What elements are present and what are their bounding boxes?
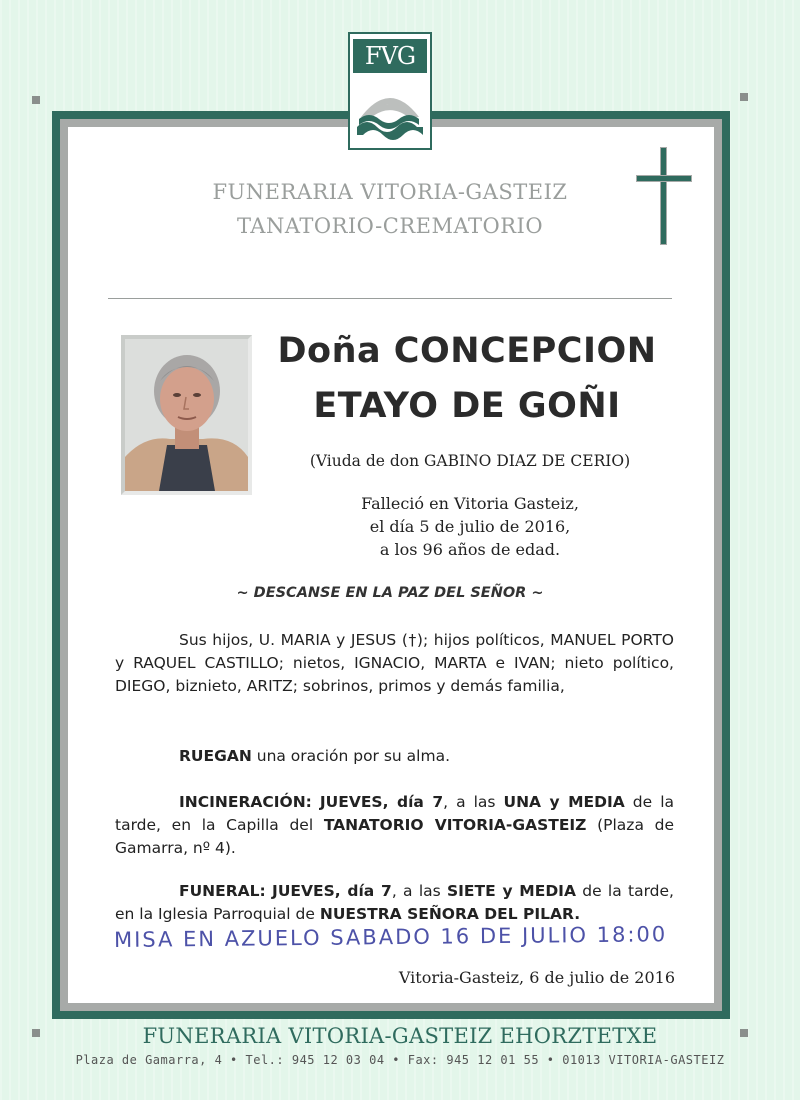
cremation-text: , a las <box>443 793 504 811</box>
funeral-label: FUNERAL: <box>179 882 266 900</box>
frame-grey-border <box>60 119 722 1011</box>
logo-text: FVG <box>353 39 427 73</box>
prayer-text: una oración por su alma. <box>251 747 451 765</box>
death-age: a los 96 años de edad. <box>379 540 561 559</box>
handwritten-mass-note: MISA EN AZUELO SABADO 16 DE JULIO 18:00 <box>113 922 668 952</box>
prayer-paragraph <box>115 745 674 768</box>
frame-content-area <box>68 127 714 1003</box>
header-divider <box>108 298 672 299</box>
family-paragraph <box>115 629 674 698</box>
death-date: el día 5 de julio de 2016, <box>369 517 571 536</box>
cremation-place: TANATORIO VITORIA-GASTEIZ <box>323 816 587 834</box>
funeral-place: NUESTRA SEÑORA DEL PILAR. <box>319 905 581 923</box>
funeral-text: de la tarde, en la Iglesia Parroquial de <box>115 882 674 923</box>
logo-wave-graphic <box>353 77 427 145</box>
corner-mark <box>740 93 748 101</box>
cremation-paragraph <box>115 791 674 860</box>
footer-contact-info: Plaza de Gamarra, 4 • Tel.: 945 12 03 04 • Fax: 945 12 01 55 • 01013 VITORIA-GASTEIZ <box>75 1053 725 1067</box>
rest-in-peace: ~ DESCANSE EN LA PAZ DEL SEÑOR ~ <box>236 585 544 601</box>
deceased-name-line2: ETAYO DE GOÑI <box>313 386 621 426</box>
cremation-text: de la tarde, en la Capilla del <box>115 793 674 834</box>
issue-date-place: Vitoria-Gasteiz, 6 de julio de 2016 <box>398 968 675 987</box>
footer-company-name: FUNERARIA VITORIA-GASTEIZ EHORZTETXE <box>142 1024 658 1048</box>
death-place: Falleció en Vitoria Gasteiz, <box>361 494 579 513</box>
cremation-text: (Plaza de Gamarra, nº 4). <box>115 816 674 857</box>
funeral-time: SIETE y MEDIA <box>447 882 576 900</box>
cremation-label: INCINERACIÓN: <box>179 793 312 811</box>
funeral-home-name: FUNERARIA VITORIA-GASTEIZ <box>212 180 568 204</box>
fvg-logo <box>348 32 432 150</box>
funeral-home-subtitle: TANATORIO-CREMATORIO <box>236 214 544 238</box>
widow-of: (Viuda de don GABINO DIAZ DE CERIO) <box>309 452 631 470</box>
family-text: Sus hijos, U. MARIA y JESUS (†); hijos políticos, MANUEL PORTO y RAQUEL CASTILLO; nietos, IGNACIO, MARTA e IVAN; nieto político, DIEGO, biznieto, ARITZ; sobrinos, primos y demás familia, <box>115 631 674 695</box>
deceased-portrait <box>121 335 252 495</box>
funeral-day: JUEVES, día 7 <box>272 882 392 900</box>
cremation-time: UNA y MEDIA <box>503 793 625 811</box>
deceased-name-line1: Doña CONCEPCION <box>277 331 657 371</box>
funeral-text: , a las <box>391 882 447 900</box>
corner-mark <box>32 96 40 104</box>
cremation-day: JUEVES, día 7 <box>319 793 444 811</box>
prayer-verb: RUEGAN <box>179 747 252 765</box>
cross-icon <box>636 147 692 247</box>
funeral-paragraph <box>115 880 674 926</box>
